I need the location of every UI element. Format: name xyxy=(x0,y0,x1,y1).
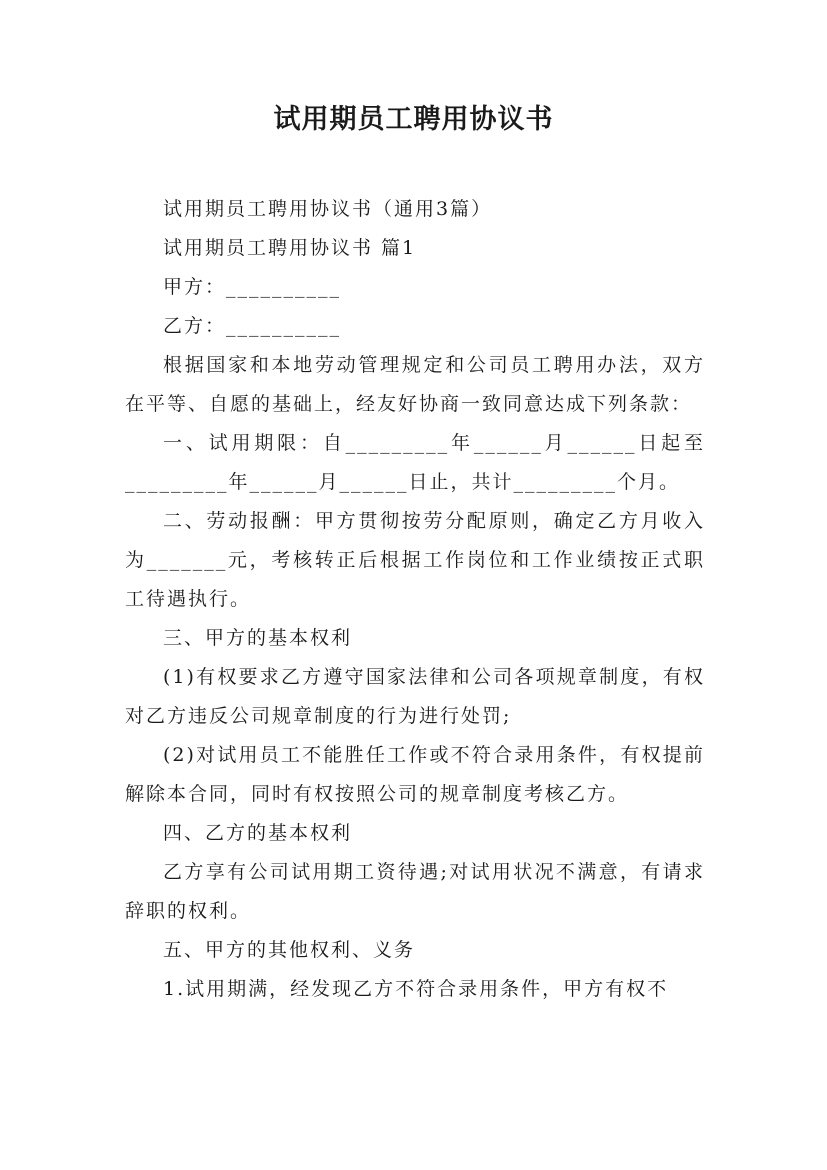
paragraph-clause-4-heading: 四、乙方的基本权利 xyxy=(163,822,353,844)
paragraph-party-b: 乙方：__________ xyxy=(163,315,342,337)
paragraph-clause-3-heading: 三、甲方的基本权利 xyxy=(163,627,353,649)
paragraph-subtitle: 试用期员工聘用协议书（通用3篇） xyxy=(163,198,493,220)
paragraph-clause-3-item-2: (2)对试用员工不能胜任工作或不符合录用条件，有权提前解除本合同，同时有权按照公司的规章制度考核乙方。 xyxy=(125,744,705,805)
document-title: 试用期员工聘用协议书 xyxy=(273,104,554,135)
paragraph-clause-3-item-1: (1)有权要求乙方遵守国家法律和公司各项规章制度，有权对乙方违反公司规章制度的行为进行处罚; xyxy=(125,666,705,727)
paragraph-party-a: 甲方：__________ xyxy=(163,276,342,298)
paragraph-section-title: 试用期员工聘用协议书 篇1 xyxy=(163,237,417,259)
paragraph-clause-4-body: 乙方享有公司试用期工资待遇;对试用状况不满意，有请求辞职的权利。 xyxy=(125,861,705,922)
paragraph-clause-2: 二、劳动报酬：甲方贯彻按劳分配原则，确定乙方月收入为_______元，考核转正后根据工作岗位和工作业绩按正式职工待遇执行。 xyxy=(125,510,705,610)
paragraph-clause-5-heading: 五、甲方的其他权利、义务 xyxy=(163,939,416,961)
paragraph-clause-1: 一、试用期限：自_________年______月______日起至_________年______月______日止，共计_________个月。 xyxy=(125,432,705,493)
paragraph-clause-5-item-1: 1.试用期满，经发现乙方不符合录用条件，甲方有权不 xyxy=(163,978,669,1000)
document-body xyxy=(125,190,705,1009)
paragraph-preamble: 根据国家和本地劳动管理规定和公司员工聘用办法，双方在平等、自愿的基础上，经友好协商一致同意达成下列条款： xyxy=(125,354,705,415)
